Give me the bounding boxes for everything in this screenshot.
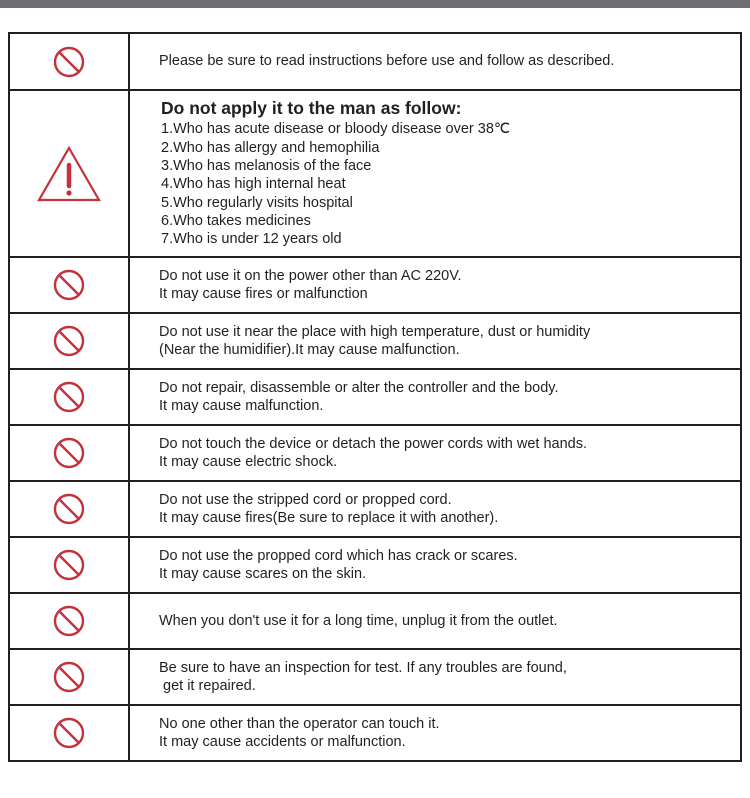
precaution-row (8, 256, 742, 312)
precaution-text (132, 258, 740, 312)
precaution-row (8, 32, 742, 89)
icon-cell (10, 482, 130, 536)
prohibition-icon (52, 268, 86, 302)
precaution-line: No one other than the operator can touch it. (159, 715, 440, 732)
precaution-text (132, 426, 740, 480)
precaution-line: It may cause fires or malfunction (159, 286, 368, 302)
precaution-text (132, 34, 740, 89)
warning-item: 3.Who has melanosis of the face (161, 158, 372, 175)
prohibition-icon (52, 660, 86, 694)
warning-title: Do not apply it to the man as follow: (161, 98, 462, 119)
prohibition-icon (52, 548, 86, 582)
precaution-line: It may cause electric shock. (159, 454, 338, 470)
icon-cell (10, 706, 130, 760)
warning-list (161, 120, 740, 248)
precaution-line: When you don't use it for a long time, unplug it from the outlet. (159, 612, 558, 629)
warning-text (132, 91, 740, 256)
icon-cell (10, 34, 130, 89)
precaution-line: Do not use it near the place with high temperature, dust or humidity (159, 323, 591, 340)
precaution-text (132, 482, 740, 536)
precaution-line: get it repaired. (159, 678, 256, 694)
warning-item: 2.Who has allergy and hemophilia (161, 139, 380, 156)
precaution-text (132, 650, 740, 704)
warning-item: 6.Who takes medicines (161, 212, 311, 229)
prohibition-icon (52, 380, 86, 414)
precaution-line: Be sure to have an inspection for test. If any troubles are found, (159, 659, 567, 676)
prohibition-icon (52, 604, 86, 638)
icon-cell (10, 426, 130, 480)
precaution-line: Do not use the propped cord which has crack or scares. (159, 547, 518, 564)
precaution-line: It may cause accidents or malfunction. (159, 734, 406, 750)
icon-cell (10, 314, 130, 368)
warning-item: 4.Who has high internal heat (161, 176, 346, 193)
precaution-line: Do not use it on the power other than AC 220V. (159, 267, 462, 284)
precaution-text (132, 594, 740, 648)
warning-row (8, 89, 742, 256)
prohibition-icon (52, 436, 86, 470)
precaution-row (8, 480, 742, 536)
icon-cell (10, 370, 130, 424)
warning-item: 1.Who has acute disease or bloody disease over 38℃ (161, 121, 511, 138)
prohibition-icon (52, 716, 86, 750)
prohibition-icon (52, 492, 86, 526)
precaution-line: Do not repair, disassemble or alter the controller and the body. (159, 379, 559, 396)
precaution-text (132, 538, 740, 592)
prohibition-icon (52, 324, 86, 358)
icon-cell (10, 594, 130, 648)
icon-cell (10, 538, 130, 592)
warning-item: 5.Who regularly visits hospital (161, 194, 353, 211)
precaution-row (8, 424, 742, 480)
precaution-line: Please be sure to read instructions before use and follow as described. (159, 53, 615, 70)
precaution-row (8, 704, 742, 762)
precaution-row (8, 536, 742, 592)
precaution-row (8, 648, 742, 704)
precaution-row (8, 312, 742, 368)
icon-cell (10, 91, 130, 256)
precaution-line: Do not use the stripped cord or propped cord. (159, 491, 452, 508)
precaution-row (8, 592, 742, 648)
warning-item: 7.Who is under 12 years old (161, 231, 342, 248)
precaution-line: (Near the humidifier).It may cause malfunction. (159, 342, 460, 358)
icon-cell (10, 258, 130, 312)
precaution-text (132, 314, 740, 368)
precaution-text (132, 706, 740, 760)
precaution-line: It may cause malfunction. (159, 398, 324, 414)
precaution-line: It may cause fires(Be sure to replace it with another). (159, 510, 499, 526)
precaution-line: It may cause scares on the skin. (159, 566, 367, 582)
prohibition-icon (52, 45, 86, 79)
precaution-row (8, 368, 742, 424)
icon-cell (10, 650, 130, 704)
precaution-line: Do not touch the device or detach the power cords with wet hands. (159, 435, 587, 452)
precaution-text (132, 370, 740, 424)
warning-icon (36, 145, 102, 203)
